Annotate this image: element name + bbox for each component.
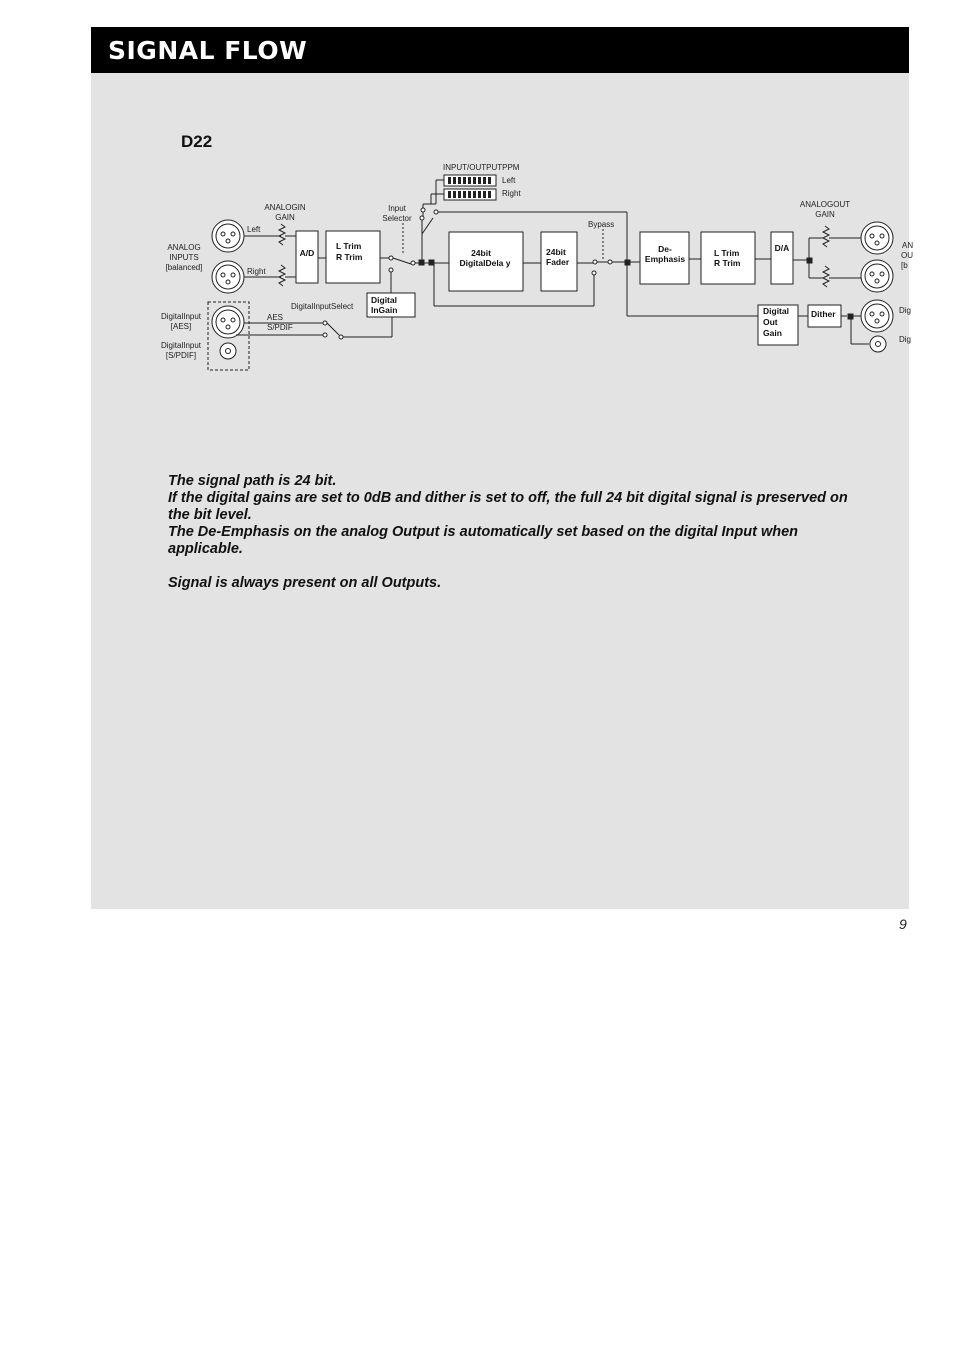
- spdif-label: S/PDIF: [267, 323, 293, 332]
- digital-input-spdif-label-2: [S/PDIF]: [165, 351, 197, 360]
- input-selector-label: Input: [388, 204, 406, 213]
- page-number: 9: [899, 916, 907, 932]
- digital-out-gain-block: Digital: [763, 306, 789, 316]
- fader-block: 24bit: [546, 247, 566, 257]
- left-label: Left: [247, 225, 261, 234]
- da-block: D/A: [774, 243, 790, 253]
- ad-block: A/D: [299, 248, 315, 258]
- digital-delay-block-2: DigitalDela y: [459, 258, 511, 268]
- de-emphasis-block-2: Emphasis: [644, 254, 686, 264]
- note-line-2: If the digital gains are set to 0dB and dither is set to off, the full 24 bit digital signal is preserved on the bit level.: [168, 490, 848, 523]
- input-selector-label-2: Selector: [382, 214, 412, 223]
- section-title: SIGNAL FLOW: [108, 36, 308, 65]
- input-trim-block-2: R Trim: [336, 252, 363, 262]
- ppm-label: INPUT/OUTPUTPPM: [443, 163, 520, 172]
- digital-out-gain-block-2: Out: [763, 317, 778, 327]
- output-trim-block: L Trim: [714, 248, 740, 258]
- digital-out-gain-block-3: Gain: [763, 328, 782, 338]
- signal-notes: [168, 473, 848, 592]
- note-line-1: The signal path is 24 bit.: [168, 473, 337, 489]
- dither-block: Dither: [811, 309, 836, 319]
- digital-output-aes-label: Dig: [899, 306, 912, 315]
- analog-in-gain-label: ANALOGIN: [264, 203, 306, 212]
- analog-outputs-label-2: OU: [901, 251, 913, 260]
- analog-in-gain-label-2: GAIN: [275, 213, 295, 222]
- right-label: Right: [247, 267, 266, 276]
- analog-outputs-label: AN: [902, 241, 914, 250]
- aes-label: AES: [267, 313, 284, 322]
- output-trim-block-2: R Trim: [714, 258, 741, 268]
- signal-flow-diagram: [91, 73, 914, 413]
- fader-block-2: Fader: [546, 257, 570, 267]
- analog-inputs-label: ANALOG: [167, 243, 201, 252]
- note-line-3: The De-Emphasis on the analog Output is automatically set based on the digital Input when applicable.: [168, 524, 799, 557]
- diagram-panel: [91, 73, 914, 909]
- digital-in-gain-block: Digital: [371, 295, 397, 305]
- analog-outputs-label-3: [b: [901, 261, 908, 270]
- analog-inputs-label-3: [balanced]: [165, 263, 203, 272]
- analog-inputs-label-2: INPUTS: [169, 253, 199, 262]
- digital-delay-block: 24bit: [471, 248, 491, 258]
- analog-out-gain-label: ANALOGOUT: [799, 200, 851, 209]
- digital-input-aes-label: DigitalInput: [160, 312, 202, 321]
- ppm-right-label: Right: [502, 189, 521, 198]
- page-header: [91, 27, 909, 73]
- input-trim-block: L Trim: [336, 241, 362, 251]
- digital-input-select-label: DigitalInputSelect: [291, 302, 354, 311]
- bypass-label: Bypass: [588, 220, 615, 229]
- digital-input-aes-label-2: [AES]: [170, 322, 192, 331]
- digital-input-spdif-label: DigitalInput: [160, 341, 202, 350]
- ppm-left-label: Left: [502, 176, 516, 185]
- digital-in-gain-block-2: InGain: [371, 305, 398, 315]
- analog-out-gain-label-2: GAIN: [815, 210, 835, 219]
- digital-output-spdif-label: Dig: [899, 335, 912, 344]
- model-title: D22: [181, 132, 213, 151]
- de-emphasis-block: De-: [658, 244, 672, 254]
- note-line-4: Signal is always present on all Outputs.: [168, 575, 442, 591]
